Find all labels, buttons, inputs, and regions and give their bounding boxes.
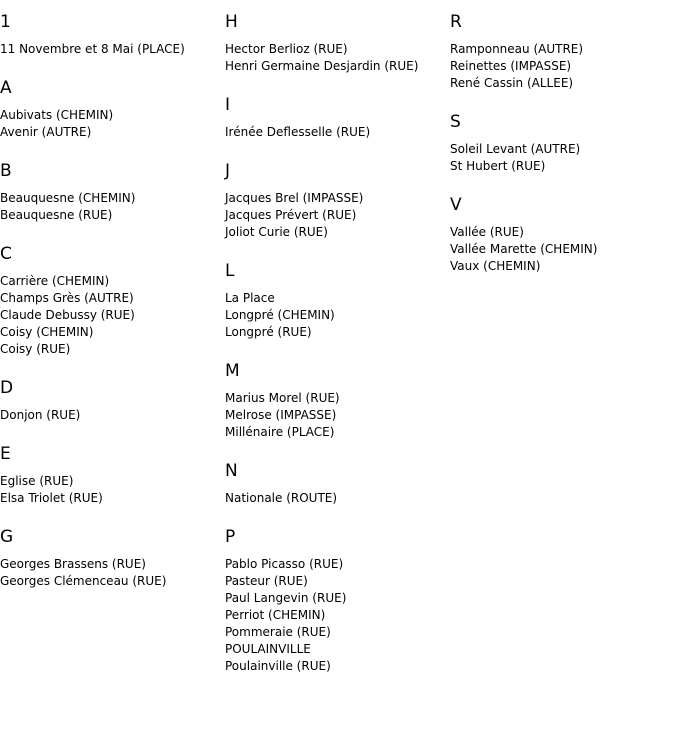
street-link[interactable]: Perriot (CHEMIN) [225,608,326,622]
street-list [225,556,447,675]
street-link[interactable]: Champs Grès (AUTRE) [0,291,134,305]
letter-heading: S [450,112,461,132]
street-list [225,190,447,241]
letter-heading: V [450,195,462,215]
letter-heading: C [0,244,12,264]
street-link[interactable]: Reinettes (IMPASSE) [450,59,572,73]
street-list [450,141,672,175]
letter-heading: P [225,527,236,547]
letter-group [0,78,222,141]
street-link[interactable]: Longpré (RUE) [225,325,312,339]
street-link[interactable]: Aubivats (CHEMIN) [0,108,114,122]
letter-group [0,378,222,424]
street-link[interactable]: Marius Morel (RUE) [225,391,340,405]
street-list [0,107,222,141]
street-list [450,41,672,92]
letter-heading: L [225,261,235,281]
letter-heading: R [450,12,462,32]
letter-group [0,244,222,358]
street-link[interactable]: Irénée Deflesselle (RUE) [225,125,371,139]
letter-group [225,361,447,441]
letter-heading: A [0,78,12,98]
street-list [225,124,447,141]
street-list [0,407,222,424]
letter-group [0,527,222,590]
letter-group [225,261,447,341]
street-link[interactable]: Vallée Marette (CHEMIN) [450,242,598,256]
street-link[interactable]: Beauquesne (RUE) [0,208,113,222]
street-link[interactable]: St Hubert (RUE) [450,159,546,173]
street-link[interactable]: Longpré (CHEMIN) [225,308,335,322]
street-link[interactable]: Elsa Triolet (RUE) [0,491,103,505]
street-link[interactable]: Donjon (RUE) [0,408,81,422]
letter-group [225,527,447,675]
letter-heading: B [0,161,12,181]
street-list [225,41,447,75]
street-link[interactable]: Hector Berlioz (RUE) [225,42,348,56]
street-link[interactable]: 11 Novembre et 8 Mai (PLACE) [0,42,185,56]
street-link[interactable]: Henri Germaine Desjardin (RUE) [225,59,419,73]
letter-group [0,444,222,507]
street-list [0,41,222,58]
street-link[interactable]: Pasteur (RUE) [225,574,308,588]
street-link[interactable]: Millénaire (PLACE) [225,425,335,439]
street-link[interactable]: Coisy (CHEMIN) [0,325,94,339]
street-link[interactable]: Pablo Picasso (RUE) [225,557,344,571]
letter-group [225,461,447,507]
street-link[interactable]: Beauquesne (CHEMIN) [0,191,136,205]
index-column [0,0,222,590]
letter-heading: E [0,444,11,464]
letter-heading: H [225,12,238,32]
street-list [225,290,447,341]
letter-heading: 1 [0,12,11,32]
street-list [0,473,222,507]
letter-group [225,12,447,75]
street-link[interactable]: Georges Clémenceau (RUE) [0,574,167,588]
street-link[interactable]: Vaux (CHEMIN) [450,259,541,273]
street-link[interactable]: Paul Langevin (RUE) [225,591,347,605]
street-link[interactable]: Nationale (ROUTE) [225,491,338,505]
letter-heading: D [0,378,14,398]
street-link[interactable]: Eglise (RUE) [0,474,74,488]
index-column [450,0,672,275]
street-link[interactable]: Vallée (RUE) [450,225,524,239]
letter-group [450,195,672,275]
street-link[interactable]: Soleil Levant (AUTRE) [450,142,581,156]
street-list [225,390,447,441]
street-link[interactable]: Avenir (AUTRE) [0,125,92,139]
street-link[interactable]: La Place [225,291,275,305]
street-list [450,224,672,275]
street-link[interactable]: Pommeraie (RUE) [225,625,331,639]
street-link[interactable]: Georges Brassens (RUE) [0,557,146,571]
street-link[interactable]: Jacques Brel (IMPASSE) [225,191,364,205]
street-list [0,190,222,224]
letter-group [225,95,447,141]
letter-group [225,161,447,241]
letter-heading: N [225,461,238,481]
street-list [0,556,222,590]
street-link[interactable]: Poulainville (RUE) [225,659,331,673]
street-link[interactable]: Coisy (RUE) [0,342,71,356]
street-link[interactable]: Melrose (IMPASSE) [225,408,337,422]
letter-group [0,12,222,58]
street-link[interactable]: Claude Debussy (RUE) [0,308,135,322]
letter-heading: I [225,95,231,115]
street-link[interactable]: René Cassin (ALLEE) [450,76,574,90]
street-link[interactable]: Joliot Curie (RUE) [225,225,328,239]
street-link[interactable]: Jacques Prévert (RUE) [225,208,357,222]
street-list [0,273,222,358]
street-link[interactable]: Ramponneau (AUTRE) [450,42,584,56]
street-list [225,490,447,507]
street-link[interactable]: POULAINVILLE [225,642,311,656]
street-link[interactable]: Carrière (CHEMIN) [0,274,110,288]
letter-group [450,12,672,92]
letter-heading: G [0,527,14,547]
index-column [225,0,447,675]
letter-heading: M [225,361,240,381]
letter-group [0,161,222,224]
letter-group [450,112,672,175]
letter-heading: J [225,161,231,181]
